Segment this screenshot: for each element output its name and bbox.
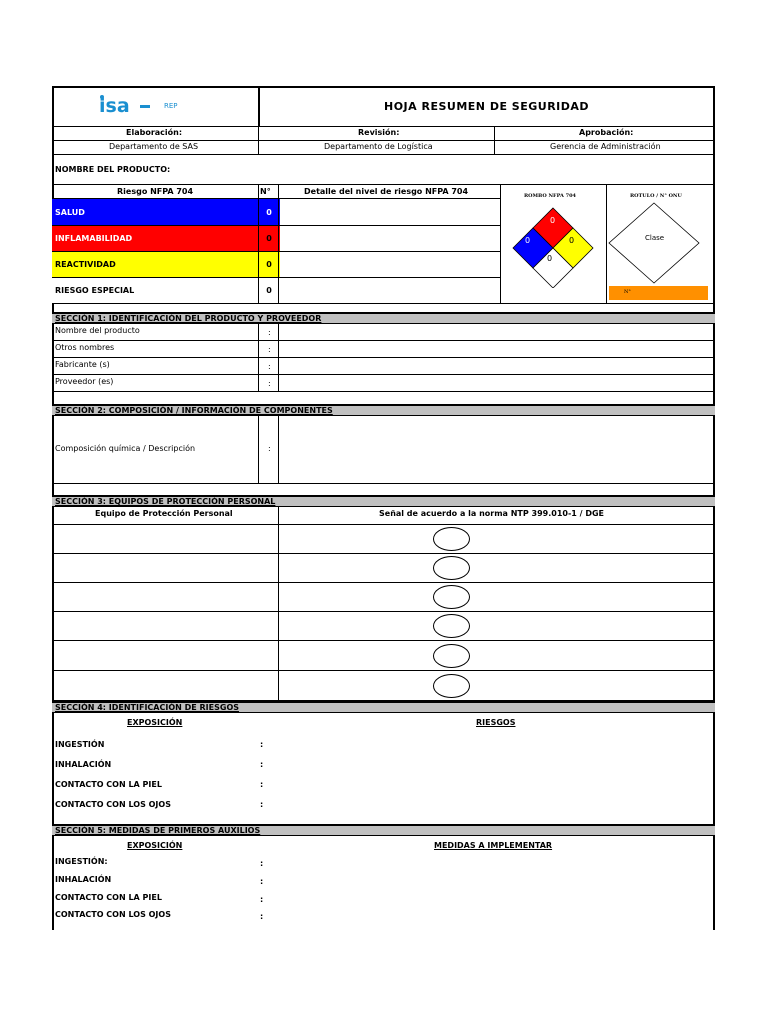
s5-ojos-label: CONTACTO CON LOS OJOS bbox=[55, 910, 171, 919]
epp-sign-slot bbox=[433, 614, 470, 638]
s4-col-exposicion: EXPOSICIÓN bbox=[127, 718, 183, 727]
risk-reactividad-label: REACTIVIDAD bbox=[52, 252, 258, 277]
s3-col-senal: Señal de acuerdo a la norma NTP 399.010-1 / DGE bbox=[379, 509, 605, 518]
elaboracion-label: Elaboración: bbox=[126, 128, 183, 137]
s1-fabricante-label: Fabricante (s) bbox=[55, 360, 110, 369]
s1-otros-label: Otros nombres bbox=[55, 343, 115, 352]
section2-header: SECCIÓN 2: COMPOSICIÓN / INFORMACIÓN DE COMPONENTES bbox=[52, 404, 715, 416]
s5-ojos-sep: : bbox=[260, 912, 264, 921]
epp-sign-slot bbox=[433, 674, 470, 698]
clase-label: Clase bbox=[645, 234, 665, 242]
elaboracion-value: Departamento de SAS bbox=[109, 142, 199, 151]
s5-inhalacion-sep: : bbox=[260, 877, 264, 886]
s4-ingestion-sep: : bbox=[260, 740, 264, 749]
rombo-left-value: 0 bbox=[525, 236, 531, 245]
s4-piel-sep: : bbox=[260, 780, 264, 789]
rombo-bottom-value: 0 bbox=[547, 254, 553, 263]
s4-inhalacion-sep: : bbox=[260, 760, 264, 769]
s5-col-medidas: MEDIDAS A IMPLEMENTAR bbox=[434, 841, 553, 850]
nfpa-col-riesgo: Riesgo NFPA 704 bbox=[117, 187, 194, 196]
risk-especial-label: RIESGO ESPECIAL bbox=[52, 278, 258, 303]
s1-nombre-sep: : bbox=[268, 328, 271, 337]
rombo-title: ROMBO NFPA 704 bbox=[524, 193, 577, 199]
revision-value: Departamento de Logística bbox=[324, 142, 433, 151]
sheet-top-border bbox=[52, 86, 715, 88]
s1-fabricante-sep: : bbox=[268, 362, 271, 371]
aprobacion-label: Aprobación: bbox=[579, 128, 634, 137]
s4-ojos-sep: : bbox=[260, 800, 264, 809]
risk-especial-value: 0 bbox=[258, 278, 280, 303]
nfpa-col-num: N° bbox=[260, 187, 271, 196]
aprobacion-value: Gerencia de Administración bbox=[550, 142, 661, 151]
company-logo bbox=[98, 94, 188, 116]
s5-ingestion-label: INGESTIÓN: bbox=[55, 857, 108, 866]
header-divider bbox=[258, 86, 260, 126]
risk-reactividad-value: 0 bbox=[258, 252, 280, 277]
rotulo-title: ROTULO / N° ONU bbox=[630, 193, 682, 199]
epp-sign-slot bbox=[433, 556, 470, 580]
onu-label: N° bbox=[624, 289, 631, 295]
risk-salud-label: SALUD bbox=[52, 199, 258, 225]
sheet-right-border bbox=[713, 86, 715, 930]
s4-col-riesgos: RIESGOS bbox=[476, 718, 516, 727]
s3-col-equipo: Equipo de Protección Personal bbox=[95, 509, 233, 518]
s4-piel-label: CONTACTO CON LA PIEL bbox=[55, 780, 162, 789]
safety-sheet bbox=[52, 86, 715, 930]
s1-nombre-label: Nombre del producto bbox=[55, 326, 140, 335]
nfpa-col-detalle: Detalle del nivel de riesgo NFPA 704 bbox=[304, 187, 469, 196]
rombo-right-value: 0 bbox=[569, 236, 575, 245]
epp-sign-slot bbox=[433, 527, 470, 551]
page-title: HOJA RESUMEN DE SEGURIDAD bbox=[384, 100, 590, 113]
section4-header: SECCIÓN 4: IDENTIFICACIÓN DE RIESGOS bbox=[52, 701, 715, 713]
rombo-top-value: 0 bbox=[550, 216, 556, 225]
section5-header: SECCIÓN 5: MEDIDAS DE PRIMEROS AUXILIOS bbox=[52, 824, 715, 836]
epp-sign-slot bbox=[433, 585, 470, 609]
risk-inflamabilidad-label: INFLAMABILIDAD bbox=[52, 226, 258, 251]
rotulo-diamond bbox=[608, 202, 700, 284]
s5-ingestion-sep: : bbox=[260, 859, 264, 868]
s4-inhalacion-label: INHALACIÓN bbox=[55, 760, 112, 769]
s1-proveedor-label: Proveedor (es) bbox=[55, 377, 114, 386]
section1-header: SECCIÓN 1: IDENTIFICACIÓN DEL PRODUCTO Y PROVEEDOR bbox=[52, 312, 715, 324]
s5-piel-label: CONTACTO CON LA PIEL bbox=[55, 893, 162, 902]
s4-ojos-label: CONTACTO CON LOS OJOS bbox=[55, 800, 171, 809]
svg-text:isa: isa bbox=[99, 95, 130, 116]
onu-number-box bbox=[609, 286, 708, 300]
section3-header: SECCIÓN 3: EQUIPOS DE PROTECCIÓN PERSONAL bbox=[52, 495, 715, 507]
s5-inhalacion-label: INHALACIÓN bbox=[55, 875, 112, 884]
s1-otros-sep: : bbox=[268, 345, 271, 354]
s4-ingestion-label: INGESTIÓN bbox=[55, 740, 105, 749]
s1-proveedor-sep: : bbox=[268, 379, 271, 388]
product-name-label: NOMBRE DEL PRODUCTO: bbox=[55, 165, 171, 174]
s2-composicion-sep: : bbox=[268, 444, 271, 453]
epp-sign-slot bbox=[433, 644, 470, 668]
s2-composicion-label: Composición química / Descripción bbox=[55, 444, 196, 453]
revision-label: Revisión: bbox=[358, 128, 400, 137]
svg-text:REP: REP bbox=[164, 102, 178, 110]
s5-piel-sep: : bbox=[260, 895, 264, 904]
risk-inflamabilidad-value: 0 bbox=[258, 226, 280, 251]
s5-col-exposicion: EXPOSICIÓN bbox=[127, 841, 183, 850]
risk-salud-value: 0 bbox=[258, 199, 280, 225]
